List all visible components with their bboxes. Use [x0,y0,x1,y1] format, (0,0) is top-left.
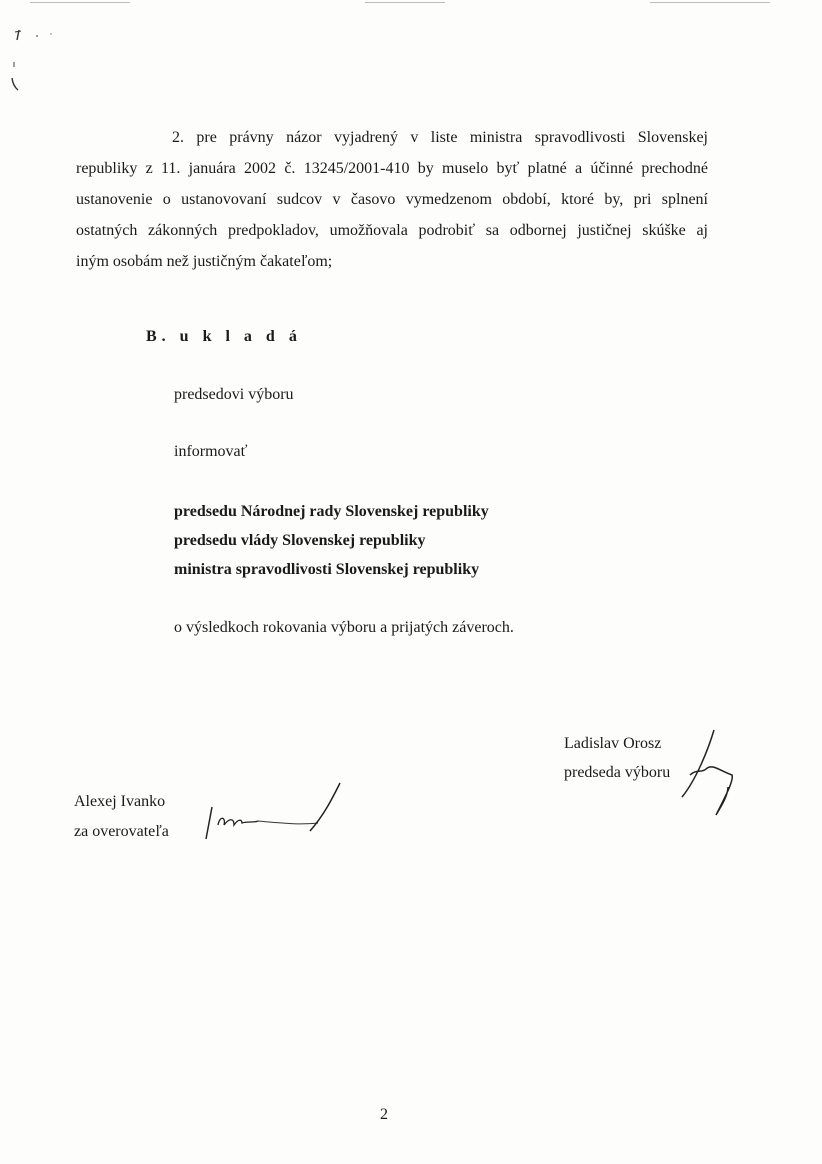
scan-edge-right [650,2,770,3]
verifier-role: za overovateľa [74,823,169,840]
verifier-signature [200,775,345,845]
page-number: 2 [380,1106,388,1123]
recipient-item: ministra spravodlivosti Slovenskej republiky [174,561,480,578]
section-b-heading: B. u k l a d á [146,328,302,345]
legal-opinion-paragraph [76,122,708,277]
chair-name: Ladislav Orosz [564,735,662,752]
addressee-text: predsedovi výboru [174,386,294,403]
verb-text: informovať [174,443,248,460]
verifier-name: Alexej Ivanko [74,793,166,810]
punch-hole-marks [0,0,60,100]
closing-text: o výsledkoch rokovania výboru a prijatých záveroch. [174,619,514,636]
paragraph-line: iným osobám než justičným čakateľom; [76,253,333,270]
paragraph-line: ustanovenie o ustanovovaní sudcov v časovo vymedzenom období, ktoré by, pri splnení [76,191,708,208]
recipient-item: predsedu Národnej rady Slovenskej republiky [174,503,489,520]
recipient-item: predsedu vlády Slovenskej republiky [174,532,426,549]
paragraph-line: republiky z 11. januára 2002 č. 13245/2001-410 by muselo byť platné a účinné prechodné [76,160,708,177]
scan-edge-center [365,2,445,3]
paragraph-line: 2. pre právny názor vyjadrený v liste ministra spravodlivosti Slovenskej [172,129,708,146]
chair-role: predseda výboru [564,764,671,781]
paragraph-line: ostatných zákonných predpokladov, umožňovala podrobiť sa odbornej justičnej skúške aj [76,222,708,239]
chair-signature [676,725,742,825]
